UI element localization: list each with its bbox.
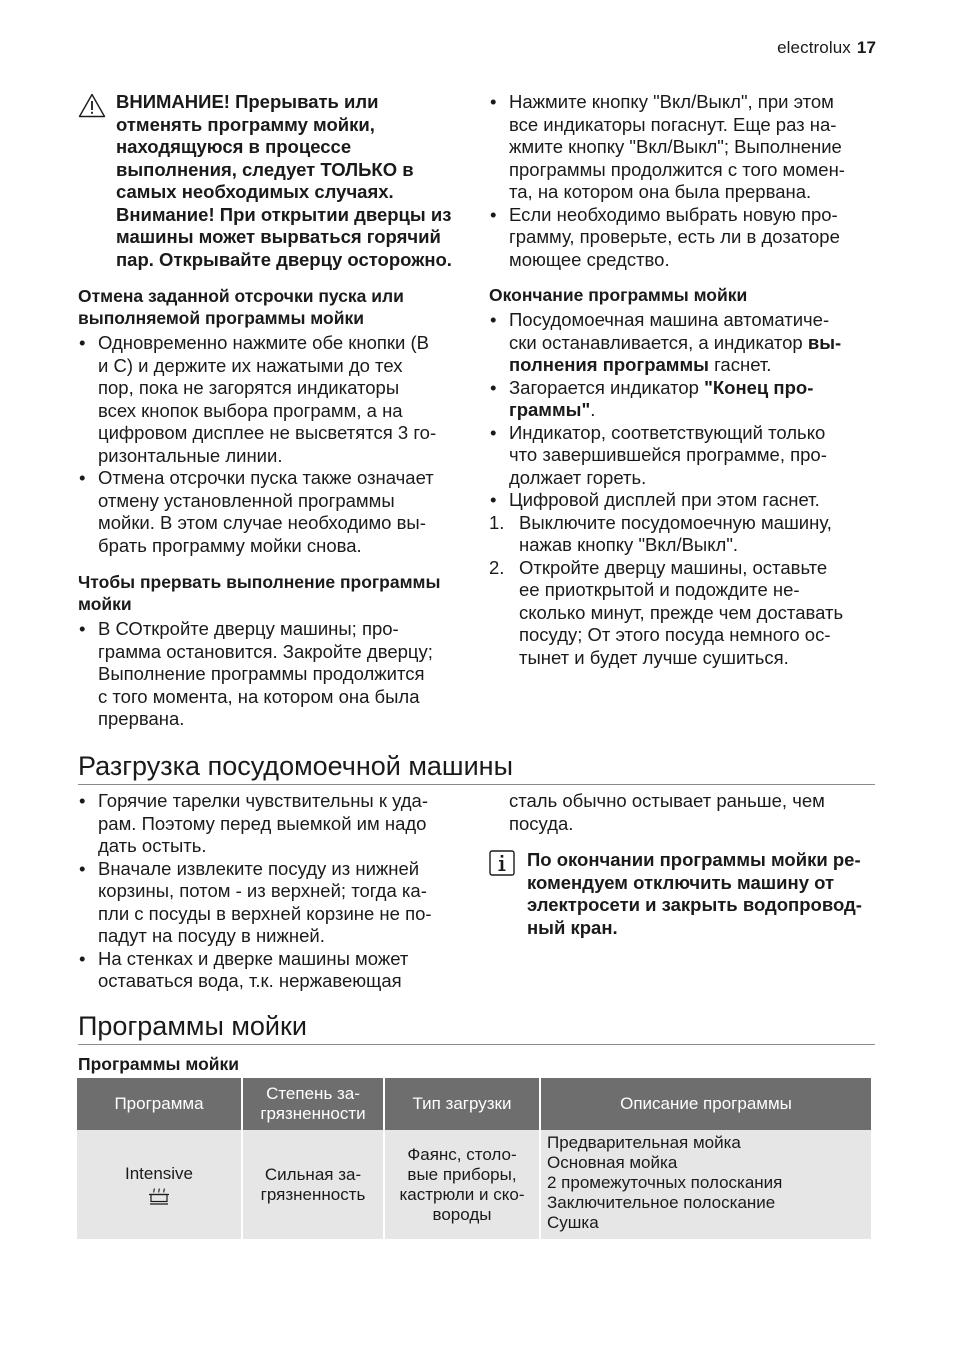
list-item — [78, 467, 466, 557]
line: Основная мойка — [547, 1153, 678, 1172]
line: отмену установленной программы — [98, 489, 395, 511]
step-item — [489, 557, 879, 670]
page-number: 17 — [856, 38, 876, 57]
warning-line: ВНИМАНИЕ! Прерывать или — [116, 91, 379, 112]
line: комендуем отключить машину от — [527, 871, 835, 893]
warning-line: выполнения, следует ТОЛЬКО в — [116, 158, 414, 180]
end-list — [489, 309, 879, 512]
programs-table — [75, 1078, 873, 1239]
line: рам. Поэтому перед выемкой им надо — [98, 812, 427, 834]
list-item — [78, 618, 466, 731]
indicator-name: вы- — [807, 331, 842, 353]
column-header: Программа — [77, 1078, 241, 1130]
column-header: Описание программы — [541, 1078, 871, 1130]
table-header-row — [77, 1078, 871, 1130]
list-item — [78, 332, 466, 467]
program-name: Intensive — [124, 1163, 194, 1183]
line: оставаться вода, т.к. нержавеющая — [98, 970, 402, 991]
line: Фаянс, столо- — [407, 1144, 517, 1164]
column-header-line: грязненности — [260, 1104, 366, 1123]
programs-subtitle: Программы мойки — [78, 1054, 240, 1074]
list-item — [489, 204, 879, 272]
warning-notice — [78, 91, 466, 271]
line: 2 промежуточных полоскания — [547, 1173, 783, 1192]
line: сколько минут, прежде чем доставать — [519, 601, 844, 623]
unload-left — [78, 790, 466, 993]
line — [509, 354, 879, 377]
interrupt-section — [78, 571, 466, 731]
line: • Если необходимо выбрать новую про- — [509, 203, 838, 225]
line: ее приоткрытой и подождите не- — [519, 579, 800, 600]
line: • Посудомоечная машина автоматиче- — [509, 309, 830, 330]
line: моющее средство. — [509, 248, 670, 270]
line: Откройте дверцу машины, оставьте — [519, 556, 828, 578]
line: грамму, проверьте, есть ли в дозаторе — [509, 226, 840, 247]
list-item — [489, 377, 879, 422]
line: • В СОткройте дверцу машины; про- — [98, 618, 399, 639]
line: прервана. — [98, 708, 185, 729]
unload-section-title: Разгрузка посудомоечной машины — [78, 750, 875, 785]
line: тынет и будет лучше сушиться. — [519, 646, 789, 668]
program-cell — [77, 1130, 241, 1239]
info-notice — [489, 849, 879, 939]
line: грязненность — [260, 1184, 366, 1204]
continue-list — [489, 91, 879, 271]
line: нажав кнопку "Вкл/Выкл". — [519, 534, 739, 555]
list-item — [489, 489, 879, 512]
line: • Вначале извлеките посуду из нижней — [98, 857, 420, 879]
brand-name: electrolux — [777, 38, 851, 57]
line: корзины, потом - из верхней; тогда ка- — [98, 880, 427, 901]
line: та, на котором она была прервана. — [509, 181, 812, 202]
description-cell — [541, 1130, 871, 1239]
cancel-list — [78, 332, 466, 557]
line: и С) и держите их нажатыми до тех — [98, 354, 403, 376]
indicator-name: полнения программы — [509, 354, 709, 375]
line: электросети и закрыть водопровод- — [527, 894, 862, 915]
text: гаснет. — [708, 354, 772, 375]
warning-line: отменять программу мойки, — [116, 113, 375, 135]
indicator-name: граммы" — [509, 399, 591, 420]
unload-list — [78, 790, 466, 993]
line: • Нажмите кнопку "Вкл/Выкл", при этом — [509, 91, 834, 112]
running-header — [777, 38, 876, 58]
line: • Цифровой дисплей при этом гаснет. — [509, 489, 820, 510]
soil-cell — [243, 1130, 383, 1239]
line: Выключите посудомоечную машину, — [519, 511, 832, 533]
line: • Одновременно нажмите обе кнопки (В — [98, 332, 429, 353]
end-section — [489, 284, 879, 669]
line: грамма остановится. Закройте дверцу; — [98, 640, 433, 662]
line: • Индикатор, соответствующий только — [509, 421, 826, 443]
line: вороды — [432, 1204, 492, 1224]
text: Загорается индикатор — [509, 376, 705, 398]
warning-line: находящуюся в процессе — [116, 136, 352, 157]
line: По окончании программы мойки ре- — [527, 849, 861, 870]
interrupt-section-title — [78, 571, 466, 615]
line — [509, 377, 879, 400]
line: все индикаторы погаснут. Еще раз на- — [509, 113, 837, 135]
line: ный кран. — [527, 916, 618, 938]
column-header — [243, 1078, 383, 1130]
line: дать остыть. — [98, 835, 207, 856]
column-header-line: Степень за- — [266, 1084, 360, 1103]
line: • Горячие тарелки чувствительны к уда- — [98, 790, 428, 811]
line: ризонтальные линии. — [98, 444, 283, 466]
info-icon — [489, 850, 515, 876]
line — [509, 332, 879, 355]
line: Предварительная мойка — [547, 1133, 741, 1152]
line: программы продолжится с того момен- — [509, 158, 845, 180]
list-item — [489, 309, 879, 377]
line: кастрюли и ско- — [399, 1184, 525, 1204]
continuation-text — [489, 790, 879, 835]
line: • Отмена отсрочки пуска также означает — [98, 467, 434, 488]
step-number: 1. — [489, 511, 505, 533]
warning-line: машины может вырваться горячий — [116, 226, 441, 247]
line: сталь обычно остывает раньше, чем — [509, 790, 825, 811]
line: с того момента, на котором она была — [98, 685, 420, 707]
left-column — [78, 91, 466, 271]
line: должает гореть. — [509, 466, 647, 488]
line: брать программу мойки снова. — [98, 534, 362, 556]
line: всех кнопок выбора программ, а на — [98, 399, 403, 421]
list-item — [78, 790, 466, 858]
list-item — [78, 948, 466, 993]
line: вые приборы, — [407, 1164, 517, 1184]
line: Заключительное полоскание — [547, 1193, 776, 1212]
line — [509, 399, 879, 422]
title-line: мойки — [78, 594, 132, 614]
load-cell — [385, 1130, 539, 1239]
title-line: выполняемой программы мойки — [78, 308, 364, 328]
end-steps — [489, 512, 879, 670]
line: пор, пока не загорятся индикаторы — [98, 377, 400, 398]
list-item — [489, 422, 879, 490]
line: посуду; От этого посуда немного ос- — [519, 624, 831, 645]
cancel-section — [78, 285, 466, 557]
line: жмите кнопку "Вкл/Выкл"; Выполнение — [509, 136, 842, 157]
unload-right — [489, 790, 879, 939]
warning-line: Внимание! При открытии дверцы из — [116, 203, 452, 225]
line: посуда. — [509, 812, 574, 834]
intensive-pot-icon — [148, 1186, 170, 1206]
table-row — [77, 1130, 871, 1239]
line: • На стенках и дверке машины может — [98, 947, 409, 969]
line: цифровом дисплее не высветятся 3 го- — [98, 422, 437, 443]
warning-line: пар. Открывайте дверцу осторожно. — [116, 248, 452, 270]
warning-triangle-icon — [78, 93, 106, 118]
list-item — [78, 858, 466, 948]
end-section-title: Окончание программы мойки — [489, 285, 748, 305]
right-column-top — [489, 91, 879, 271]
text: ски останавливается, а индикатор — [509, 331, 808, 353]
line: падут на посуду в нижней. — [98, 925, 325, 946]
column-header: Тип загрузки — [385, 1078, 539, 1130]
line: пли с посуды в верхней корзине не по- — [98, 902, 432, 924]
title-line: Чтобы прервать выполнение программы — [78, 572, 441, 592]
line: что завершившейся программе, про- — [509, 444, 827, 465]
step-item — [489, 512, 879, 557]
interrupt-list — [78, 618, 466, 731]
line: Сушка — [547, 1213, 599, 1232]
text: . — [590, 399, 596, 420]
indicator-name: "Конец про- — [704, 376, 814, 398]
line: мойки. В этом случае необходимо вы- — [98, 512, 426, 533]
programs-section-title: Программы мойки — [78, 1010, 875, 1045]
line: Сильная за- — [264, 1164, 362, 1184]
title-line: Отмена заданной отсрочки пуска или — [78, 286, 404, 306]
list-item — [489, 91, 879, 204]
step-number: 2. — [489, 556, 505, 578]
cancel-section-title — [78, 285, 466, 329]
warning-line: самых необходимых случаях. — [116, 181, 394, 202]
line: Выполнение программы продолжится — [98, 663, 425, 684]
